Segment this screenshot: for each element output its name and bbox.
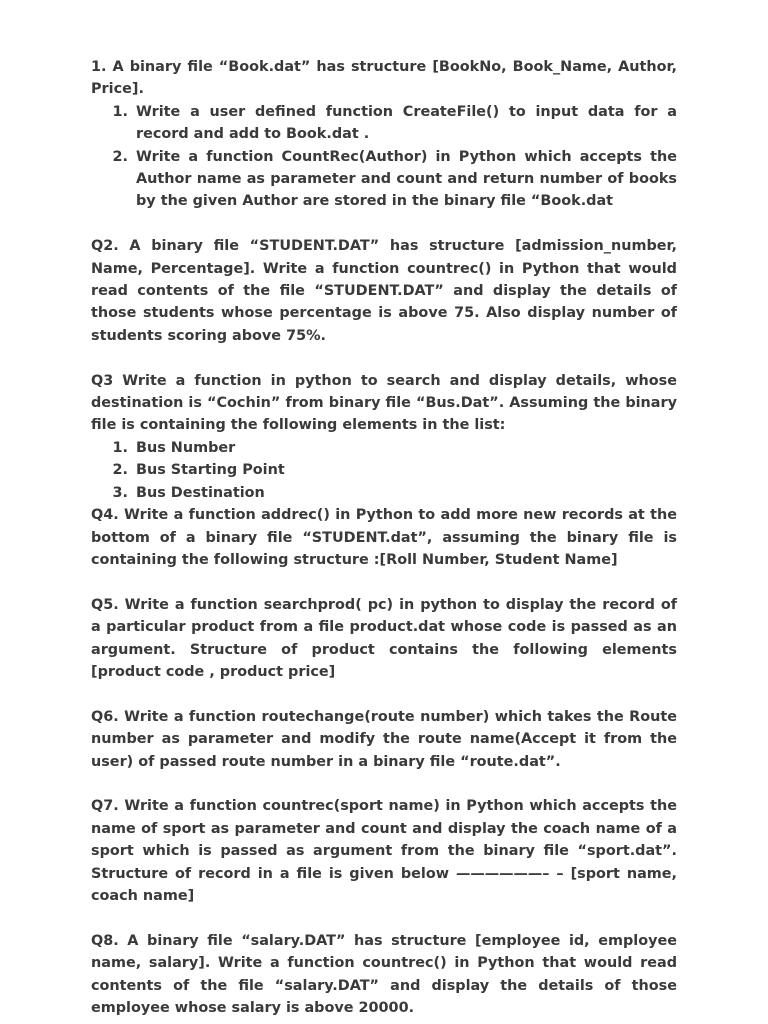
- list-item: [91, 482, 677, 504]
- list-item-number: 3.: [112, 484, 128, 501]
- question-3-list: [91, 437, 677, 504]
- list-item: [91, 437, 677, 459]
- list-item-number: 2.: [112, 462, 128, 479]
- question-8: Q8. A binary file “salary.DAT” has structure [employee id, employee name, salary]. Write a function countrec() in Python that would read contents of the file “salary.DAT” and display the details of those employee whose salary is above 20000.: [91, 932, 677, 1016]
- document-body: [91, 56, 677, 1019]
- list-item-text: Bus Destination: [136, 484, 265, 501]
- question-7: Q7. Write a function countrec(sport name) in Python which accepts the name of sport as parameter and count and display the coach name of a sport which is passed as argument from the binary file “sport.dat”. Structure of record in a file is given below ——————– – [sport name, coach name]: [91, 798, 677, 904]
- list-item-text: Write a user defined function CreateFile() to input data for a record and add to Book.dat .: [136, 103, 677, 143]
- question-4: Q4. Write a function addrec() in Python to add more new records at the bottom of a binary file “STUDENT.dat”, assuming the binary file is containing the following structure :[Roll Number, Student Name]: [91, 507, 677, 568]
- question-1-intro: 1. A binary file “Book.dat” has structure [BookNo, Book_Name, Author, Price].: [91, 59, 677, 98]
- list-item-text: Bus Starting Point: [136, 462, 285, 479]
- list-item-number: 2.: [112, 148, 128, 165]
- question-3-intro: Q3 Write a function in python to search and display details, whose destination is “Cochin” from binary file “Bus.Dat”. Assuming the binary file is containing the following elements in the list:: [91, 372, 677, 434]
- list-item: [91, 459, 677, 481]
- list-item: [91, 146, 677, 213]
- question-1-list: [91, 101, 677, 213]
- list-item-number: 1.: [112, 103, 128, 120]
- list-item: [91, 101, 677, 146]
- list-item-text: Write a function CountRec(Author) in Python which accepts the Author name as parameter and count and return number of books by the given Author are stored in the binary file “Book.dat: [136, 148, 677, 210]
- list-item-text: Bus Number: [136, 439, 236, 456]
- question-2: Q2. A binary file “STUDENT.DAT” has structure [admission_number, Name, Percentage]. Write a function countrec() in Python that would read contents of the file “STUDENT.DAT” and display the details of those students whose percentage is above 75. Also display number of students scoring above 75%.: [91, 238, 677, 344]
- question-6: Q6. Write a function routechange(route number) which takes the Route number as parameter and modify the route name(Accept it from the user) of passed route number in a binary file “route.dat”.: [91, 708, 677, 770]
- list-item-number: 1.: [112, 439, 128, 456]
- question-5: Q5. Write a function searchprod( pc) in python to display the record of a particular product from a file product.dat whose code is passed as an argument. Structure of product contains the following elements [product code , product price]: [91, 596, 677, 680]
